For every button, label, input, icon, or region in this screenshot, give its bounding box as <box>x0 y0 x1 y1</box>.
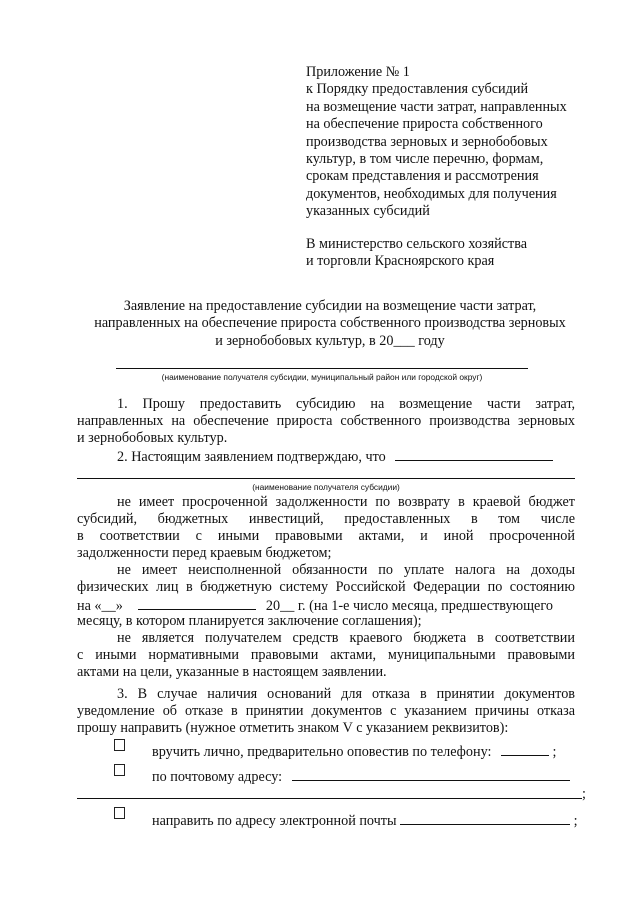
title-line: направленных на обеспечение прироста собственного производства зерновых <box>94 315 566 332</box>
appendix-line: срокам представления и рассмотрения <box>306 168 539 185</box>
option-postal <box>152 767 570 786</box>
debt-line: в соответствии с иными правовыми актами, и иной просроченной <box>77 528 575 544</box>
item2-line <box>77 447 575 466</box>
option-postal-label: по почтовому адресу: <box>152 769 283 785</box>
recipient-caption: (наименование получателя субсидии, муниципальный район или городской округ) <box>161 372 483 382</box>
debt-line: субсидий, бюджетных инвестиций, предоставленных в том числе <box>77 511 575 527</box>
document-title <box>70 298 590 350</box>
addressee-block <box>306 236 606 271</box>
recipient-status-line: актами на цели, указанные в настоящем заявлении. <box>77 664 387 680</box>
option-email-end: ; <box>573 813 578 829</box>
postal-address-field[interactable] <box>292 767 570 781</box>
appendix-line: производства зерновых и зернобобовых <box>306 133 548 150</box>
option-personal-end: ; <box>552 744 557 760</box>
postal-address-checkbox[interactable] <box>114 764 125 776</box>
email-field[interactable] <box>400 811 570 825</box>
item3-line: уведомление об отказе в принятии документов с указанием причины отказа <box>77 703 575 719</box>
tax-line: месяцу, в котором планируется заключение соглашения); <box>77 613 422 629</box>
item1-line: 1. Прошу предоставить субсидию на возмещение части затрат, <box>117 396 575 412</box>
appendix-line: на обеспечение прироста собственного <box>306 116 543 133</box>
tax-line: не имеет неисполненной обязанности по уплате налога на доходы <box>117 562 575 578</box>
recipient-name-field[interactable] <box>116 368 528 369</box>
option-personal-label: вручить лично, предварительно оповестив по телефону: <box>152 744 492 760</box>
item1-line: направленных на обеспечение прироста собственного производства зерновых <box>77 413 575 429</box>
item2-recipient-field[interactable] <box>395 447 553 461</box>
recipient-short-field[interactable] <box>77 478 575 479</box>
personal-delivery-checkbox[interactable] <box>114 739 125 751</box>
tax-date-month-field[interactable] <box>138 596 256 610</box>
appendix-line: указанных субсидий <box>306 203 430 220</box>
phone-field[interactable] <box>501 742 549 756</box>
appendix-line: к Порядку предоставления субсидий <box>306 81 529 98</box>
tax-date-rest: 20__ г. (на 1-е число месяца, предшествующего <box>265 598 553 614</box>
addressee-line: и торговли Красноярского края <box>306 253 495 270</box>
appendix-line: культур, в том числе перечню, формам, <box>306 151 544 168</box>
title-line: Заявление на предоставление субсидии на возмещение части затрат, <box>123 298 537 314</box>
debt-line: задолженности перед краевым бюджетом; <box>77 545 332 561</box>
option-personal <box>152 742 556 761</box>
recipient-short-caption: (наименование получателя субсидии) <box>252 482 400 492</box>
option-email <box>152 811 578 830</box>
option-email-label: направить по адресу электронной почты <box>152 813 397 829</box>
tax-date-day: на «__» <box>77 598 123 614</box>
appendix-line: документов, необходимых для получения <box>306 185 557 202</box>
item3-line: 3. В случае наличия оснований для отказа в принятии документов <box>117 686 575 702</box>
title-line: и зернобобовых культур, в 20___ году <box>215 332 445 349</box>
item3-line: прошу направить (нужное отметить знаком V с указанием реквизитов): <box>77 720 509 736</box>
debt-line: не имеет просроченной задолженности по возврату в краевой бюджет <box>117 494 575 510</box>
addressee-line: В министерство сельского хозяйства <box>306 236 528 252</box>
tax-line: физических лиц в бюджетную систему Российской Федерации по состоянию <box>77 579 575 595</box>
item2-text: 2. Настоящим заявлением подтверждаю, что <box>117 449 386 465</box>
appendix-header <box>306 64 606 221</box>
appendix-line: Приложение № 1 <box>306 64 410 80</box>
recipient-status-line: с иными нормативными правовыми актами, муниципальными правовыми <box>77 647 575 663</box>
recipient-status-line: не является получателем средств краевого бюджета в соответствии <box>117 630 575 646</box>
appendix-line: на возмещение части затрат, направленных <box>306 98 567 115</box>
item1-line: и зернобобовых культур. <box>77 430 228 446</box>
postal-address-field-continued[interactable] <box>77 798 582 799</box>
option-postal-end: ; <box>582 786 586 802</box>
email-checkbox[interactable] <box>114 807 125 819</box>
